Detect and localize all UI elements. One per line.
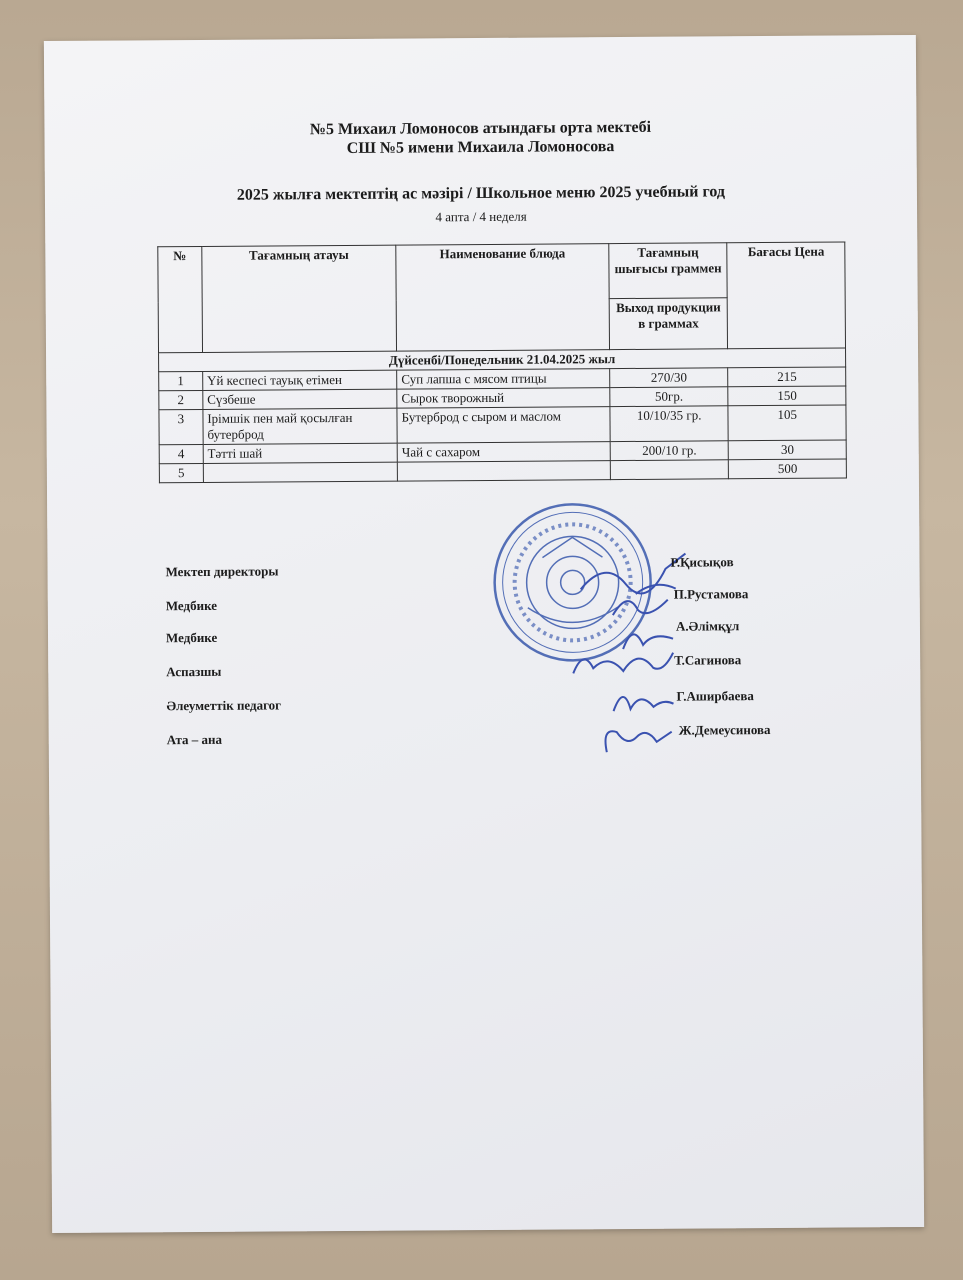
signature-row	[166, 652, 806, 680]
row-num: 5	[159, 463, 203, 482]
header-yield-ru: Выход продукции в граммах	[609, 298, 728, 350]
row-yield: 200/10 гр.	[610, 441, 729, 461]
menu-table	[157, 241, 847, 483]
row-name-kz: Ірімшік пен май қосылған бутерброд	[203, 408, 398, 444]
signature-role: Аспазшы	[166, 663, 222, 680]
table-row	[159, 405, 846, 445]
row-price: 150	[728, 386, 846, 406]
row-price: 500	[729, 459, 847, 479]
row-num: 1	[159, 371, 203, 390]
row-name-ru: Суп лапша с мясом птицы	[397, 369, 610, 389]
row-name-ru: Бутерброд с сыром и маслом	[397, 407, 610, 443]
row-name-kz: Сүзбеше	[203, 389, 397, 409]
row-yield	[610, 460, 729, 480]
row-yield: 270/30	[610, 368, 729, 388]
pedagogue-signature-icon	[608, 679, 678, 719]
signature-row	[165, 618, 806, 646]
school-title-ru: СШ №5 имени Михаила Ломоносова	[346, 138, 615, 157]
row-name-ru	[397, 461, 610, 481]
signature-role: Ата – ана	[166, 731, 223, 748]
signature-role: Әлеуметтік педагог	[166, 697, 282, 714]
row-num: 2	[159, 390, 203, 409]
row-name-kz	[203, 462, 397, 482]
table-row	[159, 459, 846, 483]
header-name-ru: Наименование блюда	[396, 244, 609, 351]
header-price: Бағасы Цена	[727, 242, 845, 349]
row-name-ru: Сырок творожный	[397, 388, 610, 408]
parent-signature-icon	[597, 717, 677, 763]
signature-row	[165, 554, 806, 580]
row-yield: 50гр.	[610, 387, 729, 407]
signature-name: Т.Сагинова	[674, 652, 742, 668]
row-num: 3	[159, 409, 203, 444]
signature-role: Медбике	[165, 597, 218, 614]
cook-signature-icon	[568, 643, 678, 684]
row-price: 30	[729, 440, 847, 460]
signature-name: Ж.Демеусинова	[678, 722, 771, 738]
signature-name: П.Рустамова	[673, 586, 749, 602]
signature-name: Г.Аширбаева	[676, 688, 754, 704]
row-price: 215	[728, 367, 846, 387]
signature-role: Медбике	[165, 629, 218, 646]
row-price: 105	[728, 405, 846, 441]
header-name-kz: Тағамның атауы	[202, 245, 397, 352]
day-label: Дүйсенбі/Понедельник 21.04.2025 жыл	[159, 348, 846, 372]
row-num: 4	[159, 444, 203, 463]
row-name-kz: Тәтті шай	[203, 443, 397, 463]
row-name-ru: Чай с сахаром	[397, 442, 610, 462]
header-yield-kz: Тағамның шығысы граммен	[609, 243, 728, 299]
signature-name: Р.Қисықов	[670, 554, 734, 570]
row-yield: 10/10/35 гр.	[610, 406, 729, 442]
table-header-row	[158, 242, 845, 302]
signature-name: А.Әлімқұл	[675, 618, 740, 634]
menu-title: 2025 жылға мектептің ас мәзірі / Школьное меню 2025 учебный год	[236, 183, 726, 204]
signature-row	[166, 688, 806, 714]
week-label: 4 апта / 4 неделя	[435, 208, 527, 225]
header-num: №	[158, 246, 203, 352]
signature-row	[165, 586, 806, 614]
paper-sheet	[44, 35, 924, 1233]
school-title-kz: №5 Михаил Ломоносов атындағы орта мектебі	[309, 118, 652, 139]
row-name-kz: Үй кеспесі тауық етімен	[202, 370, 396, 390]
signature-role: Мектеп директоры	[165, 563, 279, 580]
signature-row	[166, 722, 807, 748]
